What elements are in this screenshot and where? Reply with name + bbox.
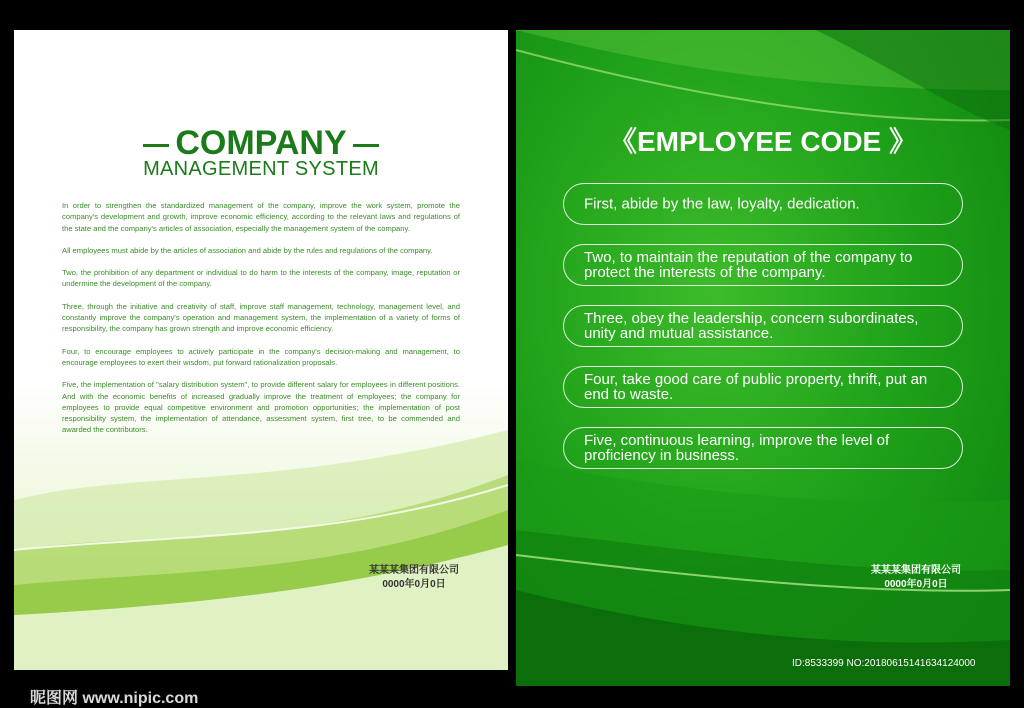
code-item-1 (563, 183, 963, 225)
employee-code-title: 《EMPLOYEE CODE 》 (608, 126, 918, 157)
code-item-3-text: Three, obey the leadership, concern subordinates, unity and mutual assistance. (584, 310, 919, 342)
left-date: 0000年0月0日 (382, 579, 446, 590)
code-item-5-text: Five, continuous learning, improve the level of proficiency in business. (584, 432, 890, 464)
paragraph-two: Two, the prohibition of any department or individual to do harm to the interests of the company, image, reputation or undermine the development of the company. (62, 268, 460, 289)
image-id-text: ID:8533399 NO:20180615141634124000 (792, 658, 976, 669)
code-item-3 (563, 305, 963, 347)
left-company-name: 某某某集团有限公司 (369, 565, 459, 576)
paragraph-five: Five, the implementation of "salary distribution system", to provide different salary for employees in different positions. And with the economic benefits of increased gradually improve the treatment of employees; the company for employees to provide equal competitive environment and promotion opportunities; the implementation of post responsibility system, the implementation of attendance, assessment system, first tree, to be commended and awarded the contributors. (62, 380, 460, 435)
watermark: 昵图网 www.nipic.com (30, 690, 199, 707)
code-item-2-text: Two, to maintain the reputation of the company to protect the interests of the company. (584, 249, 913, 281)
code-item-5 (563, 427, 963, 469)
left-company-info (344, 564, 484, 592)
paragraph-abide: All employees must abide by the articles of association and abide by the rules and regulations of the company. (62, 245, 433, 255)
company-management-page (14, 30, 508, 707)
right-date: 0000年0月0日 (884, 579, 948, 590)
code-item-4 (563, 366, 963, 408)
title-right-dash (353, 144, 379, 147)
paragraph-intro: In order to strengthen the standardized management of the company, improve the work system, promote the company's development and growth, improve economic efficiency, according to the relevant laws and regulations of the state and the company's articles of association, especially the management system of the company. (62, 201, 460, 233)
code-item-2 (563, 244, 963, 286)
code-item-4-text: Four, take good care of public property, thrift, put an end to waste. (584, 371, 928, 403)
paragraph-four: Four, to encourage employees to actively participate in the company's decision-making and management, to encourage employees to exert their wisdom, put forward rationalization proposals. (62, 346, 460, 367)
management-body-text (62, 200, 460, 447)
paragraph-three: Three, through the initiative and creativity of staff, improve staff management, technology, management level, and constantly improve the company's operation and management system, the implementation of a variety of forms of responsibility, the company has grown strength and improve economic efficiency. (62, 301, 460, 334)
title-left-dash (143, 144, 169, 147)
code-item-1-text: First, abide by the law, loyalty, dedication. (584, 195, 860, 213)
management-system-subtitle: MANAGEMENT SYSTEM (143, 158, 379, 180)
employee-code-page (516, 30, 1010, 686)
right-company-info (841, 564, 991, 592)
right-company-name: 某某某集团有限公司 (871, 565, 961, 576)
company-title (14, 125, 508, 161)
company-title-text: COMPANY (175, 124, 347, 162)
